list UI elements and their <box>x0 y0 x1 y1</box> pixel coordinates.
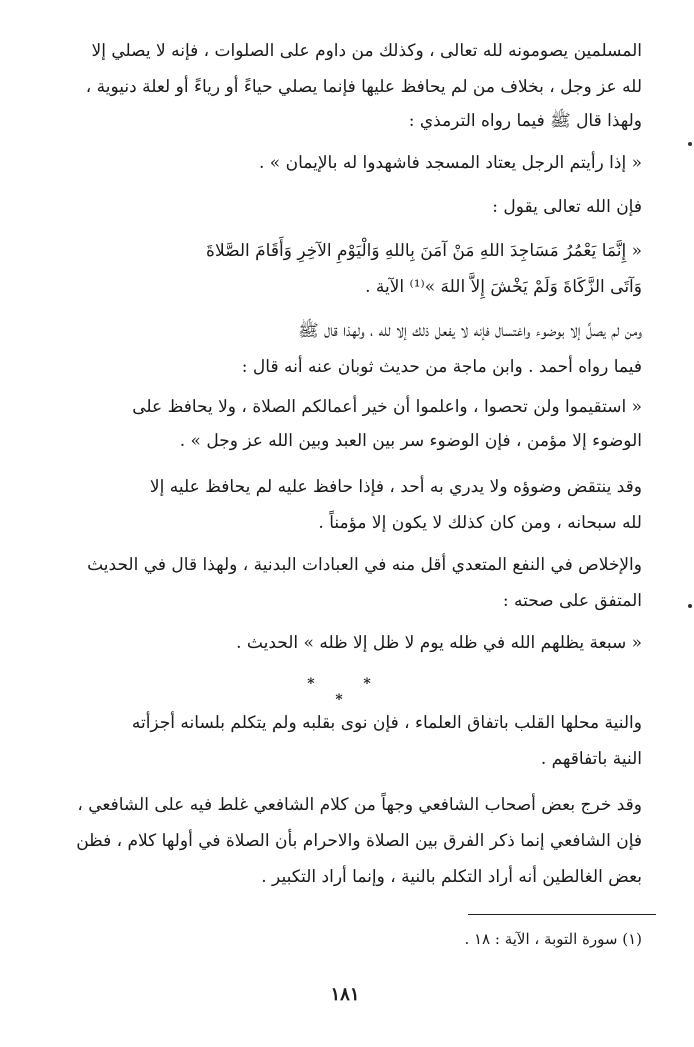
margin-mark <box>688 604 692 608</box>
section-separator: * * * <box>307 676 393 708</box>
text-line: المتفق على صحته : <box>502 591 642 611</box>
quran-quote: « إِنَّمَا يَعْمُرُ مَسَاجِدَ اللهِ مَنْ آمَنَ بِاللهِ وَالْيَوْمِ الآخِرِ وَأَقَامَ الصَّلاةَ <box>206 241 642 261</box>
text-line: وقد خرج بعض أصحاب الشافعي وجهاً من كلام الشافعي غلط فيه على الشافعي ، <box>77 795 642 815</box>
hadith-quote: « سبعة يظلهم الله في ظله يوم لا ظل إلا ظله » الحديث . <box>236 633 642 653</box>
text-line: فيما رواه أحمد . وابن ماجة من حديث ثوبان عنه أنه قال : <box>241 357 642 377</box>
text-line: فإن الله تعالى يقول : <box>492 197 642 217</box>
quran-quote: وَآتَى الزَّكَاةَ وَلَمْ يَخْشَ إِلاَّ اللهَ »⁽¹⁾ الآية . <box>365 277 642 297</box>
footnote: (١) سورة التوبة ، الآية : ١٨ . <box>464 930 642 948</box>
margin-mark <box>688 142 692 146</box>
text-line: النية باتفاقهم . <box>540 749 642 769</box>
hadith-quote: « إذا رأيتم الرجل يعتاد المسجد فاشهدوا له بالإيمان » . <box>258 153 642 173</box>
page-number: ١٨١ <box>330 984 360 1005</box>
text-line: لله سبحانه ، ومن كان كذلك لا يكون إلا مؤمناً . <box>318 513 642 533</box>
text-line: فإن الشافعي إنما ذكر الفرق بين الصلاة والاحرام بأن الصلاة في أولها كلام ، فظن <box>76 831 642 851</box>
text-line: لله عز وجل ، بخلاف من لم يحافظ عليها فإنما يصلي حياءً أو رياءً أو لعلة دنيوية ، <box>85 77 642 97</box>
hadith-quote: « استقيموا ولن تحصوا ، واعلموا أن خير أعمالكم الصلاة ، ولا يحافظ على <box>132 397 642 417</box>
text-line: والنية محلها القلب باتفاق العلماء ، فإن نوى بقلبه ولم يتكلم بلسانه أجزأته <box>131 713 642 733</box>
text-line: المسلمين يصومونه لله تعالى ، وكذلك من داوم على الصلوات ، فإنه لا يصلي إلا <box>91 41 642 61</box>
text-line: بعض الغالطين أنه أراد التكلم بالنية ، وإنما أراد التكبير . <box>261 867 642 887</box>
text-line: ومن لم يصلِّ إلا بوضوء واغتسال فإنه لا يفعل ذلك إلا لله ، ولهذا قال ﷺ <box>298 321 642 341</box>
text-line: ولهذا قال ﷺ فيما رواه الترمذي : <box>408 111 642 131</box>
footnote-separator <box>468 914 656 915</box>
text-line: والإخلاص في النفع المتعدي أقل منه في العبادات البدنية ، ولهذا قال في الحديث <box>87 555 642 575</box>
text-line: وقد ينتقض وضوؤه ولا يدري به أحد ، فإذا حافظ عليه لم يحافظ عليه إلا <box>149 477 642 497</box>
hadith-quote: الوضوء إلا مؤمن ، فإن الوضوء سر بين العبد وبين الله عز وجل » . <box>179 431 642 451</box>
